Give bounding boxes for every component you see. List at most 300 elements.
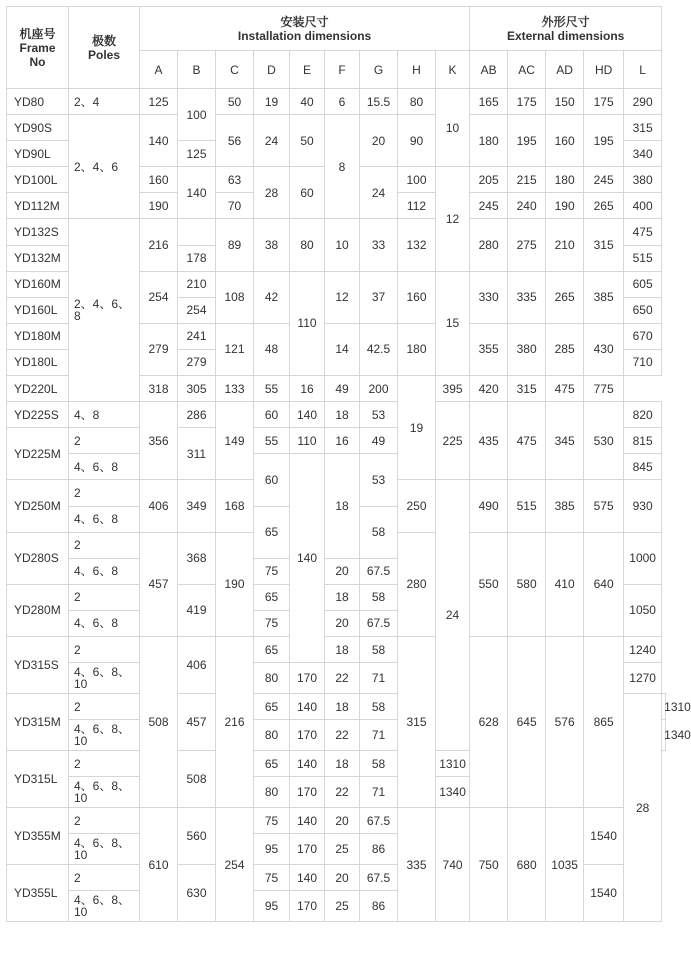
h-cell: 80 (398, 89, 436, 115)
a-cell: 279 (140, 323, 178, 375)
poles-cell: 2、4 (69, 89, 140, 115)
g-cell: 71 (360, 777, 398, 808)
header-frame-no: No (29, 54, 46, 69)
col-header-ac: AC (508, 51, 546, 89)
l-cell: 650 (624, 297, 662, 323)
a-cell: 125 (140, 89, 178, 115)
c-cell: 89 (216, 219, 254, 271)
b-cell: 630 (178, 865, 216, 922)
l-cell: 1050 (624, 584, 662, 636)
poles-cell: 4、8 (69, 402, 140, 428)
frame-cell: YD315M (7, 694, 69, 751)
h-cell: 225 (436, 402, 470, 480)
hd-cell: 315 (584, 219, 624, 271)
a-cell: 216 (140, 219, 178, 271)
ad-cell: 345 (546, 402, 584, 480)
d-cell: 65 (254, 584, 290, 610)
ab-cell: 355 (470, 323, 508, 375)
ad-cell: 410 (546, 532, 584, 636)
h-cell: 280 (398, 532, 436, 636)
d-cell: 24 (254, 115, 290, 167)
frame-cell: YD80 (7, 89, 69, 115)
frame-cell: YD112M (7, 193, 69, 219)
k-cell: 15 (436, 271, 470, 375)
c-cell: 168 (216, 480, 254, 532)
e-cell: 80 (290, 219, 325, 271)
d-cell: 80 (254, 777, 290, 808)
frame-cell: YD355L (7, 865, 69, 922)
b-cell (178, 219, 216, 245)
e-cell: 140 (290, 865, 325, 891)
l-cell: 820 (624, 402, 662, 428)
l-cell: 1340 (662, 720, 666, 751)
frame-cell: YD225S (7, 402, 69, 428)
d-cell: 75 (254, 865, 290, 891)
poles-line: 10 (74, 734, 88, 749)
f-cell: 25 (325, 891, 360, 922)
d-cell: 60 (254, 454, 290, 506)
g-cell: 24 (360, 167, 398, 219)
d-cell: 65 (254, 506, 290, 558)
f-cell: 22 (325, 777, 360, 808)
ad-cell: 285 (546, 323, 584, 375)
poles-cell: 2 (69, 694, 140, 720)
ad-cell: 180 (546, 167, 584, 193)
b-cell: 279 (178, 349, 216, 375)
d-cell: 75 (254, 808, 290, 834)
h-cell: 315 (398, 636, 436, 807)
f-cell: 22 (325, 663, 360, 694)
h-cell: 250 (398, 480, 436, 532)
g-cell: 71 (360, 663, 398, 694)
ad-cell: 385 (546, 480, 584, 532)
ab-cell: 628 (470, 636, 508, 807)
header-install-cn: 安装尺寸 (280, 14, 329, 29)
l-cell: 315 (624, 115, 662, 141)
e-cell: 110 (290, 428, 325, 454)
poles-cell: 4、6、8 (69, 610, 140, 636)
b-cell: 368 (178, 532, 216, 584)
poles-line: 4、6、8、 (74, 893, 131, 908)
poles-cell (69, 720, 140, 751)
a-cell: 160 (140, 167, 178, 193)
poles-line: 10 (74, 848, 88, 863)
c-cell: 254 (216, 808, 254, 922)
l-cell: 1540 (584, 865, 624, 922)
f-cell: 20 (325, 610, 360, 636)
l-cell: 380 (624, 167, 662, 193)
k-cell: 12 (436, 167, 470, 271)
ad-cell: 265 (546, 271, 584, 323)
l-cell: 515 (624, 245, 662, 271)
e-cell: 140 (290, 808, 325, 834)
l-cell: 930 (624, 480, 662, 532)
frame-cell: YD315L (7, 751, 69, 808)
g-cell: 67.5 (360, 610, 398, 636)
header-poles (69, 7, 140, 89)
hd-cell: 475 (546, 376, 584, 402)
poles-cell: 2 (69, 584, 140, 610)
g-cell: 15.5 (360, 89, 398, 115)
e-cell: 40 (290, 89, 325, 115)
g-cell: 86 (360, 891, 398, 922)
ac-cell: 515 (508, 480, 546, 532)
ad-cell: 160 (546, 115, 584, 167)
b-cell: 311 (178, 428, 216, 480)
a-cell: 356 (140, 402, 178, 480)
ac-cell: 380 (508, 323, 546, 375)
e-cell: 140 (290, 751, 325, 777)
frame-cell: YD180M (7, 323, 69, 349)
poles-cell (69, 777, 140, 808)
ab-cell: 395 (436, 376, 470, 402)
header-poles-en: Poles (87, 47, 120, 62)
b-cell: 178 (178, 245, 216, 271)
ab-cell: 740 (436, 808, 470, 922)
d-cell: 28 (254, 167, 290, 219)
l-cell: 1310 (662, 694, 666, 720)
poles-line: 4、6、8、 (74, 665, 131, 680)
col-header-l: L (624, 51, 662, 89)
c-cell: 190 (216, 532, 254, 636)
g-cell: 49 (325, 376, 360, 402)
d-cell: 75 (254, 610, 290, 636)
b-cell: 100 (178, 89, 216, 141)
k-cell: 28 (624, 694, 662, 922)
ac-cell: 645 (508, 636, 546, 807)
frame-cell: YD100L (7, 167, 69, 193)
ab-cell: 180 (470, 115, 508, 167)
a-cell: 254 (140, 271, 178, 323)
f-cell: 22 (325, 720, 360, 751)
ad-cell: 576 (546, 636, 584, 807)
l-cell: 400 (624, 193, 662, 219)
b-cell: 210 (178, 271, 216, 297)
header-external-en: External dimensions (506, 28, 625, 43)
b-cell: 508 (178, 751, 216, 808)
f-cell: 18 (325, 402, 360, 428)
b-cell: 560 (178, 808, 216, 865)
g-cell: 86 (360, 834, 398, 865)
ab-cell: 245 (470, 193, 508, 219)
f-cell: 10 (325, 219, 360, 271)
frame-cell: YD160M (7, 271, 69, 297)
h-cell: 90 (398, 115, 436, 167)
h-cell: 180 (398, 323, 436, 375)
e-cell: 170 (290, 663, 325, 694)
poles-cell (69, 891, 140, 922)
l-cell: 1340 (436, 777, 470, 808)
h-cell: 200 (360, 376, 398, 402)
header-poles-cn: 极数 (91, 33, 116, 48)
col-header-c: C (216, 51, 254, 89)
ad-cell: 190 (546, 193, 584, 219)
d-cell: 65 (254, 694, 290, 720)
d-cell: 65 (254, 751, 290, 777)
e-cell: 140 (290, 454, 325, 663)
poles-line: 10 (74, 905, 88, 920)
hd-cell: 265 (584, 193, 624, 219)
f-cell: 18 (325, 694, 360, 720)
frame-cell: YD132M (7, 245, 69, 271)
f-cell: 18 (325, 584, 360, 610)
l-cell: 340 (624, 141, 662, 167)
ac-cell: 335 (508, 271, 546, 323)
l-cell: 775 (584, 376, 624, 402)
g-cell: 37 (360, 271, 398, 323)
c-cell: 63 (216, 167, 254, 193)
d-cell: 55 (254, 428, 290, 454)
ad-cell: 315 (508, 376, 546, 402)
g-cell: 53 (360, 402, 398, 428)
b-cell: 125 (178, 141, 216, 167)
hd-cell: 865 (584, 636, 624, 807)
ac-cell: 475 (508, 402, 546, 480)
b-cell: 457 (178, 694, 216, 751)
header-frame-cn: 机座号 (19, 26, 56, 41)
g-cell: 58 (360, 751, 398, 777)
a-cell: 610 (140, 808, 178, 922)
e-cell: 170 (290, 891, 325, 922)
f-cell: 12 (325, 271, 360, 323)
l-cell: 670 (624, 323, 662, 349)
f-cell: 20 (325, 558, 360, 584)
e-cell: 110 (290, 271, 325, 375)
d-cell: 60 (254, 402, 290, 428)
g-cell: 67.5 (360, 865, 398, 891)
e-cell: 170 (290, 834, 325, 865)
ad-cell: 210 (546, 219, 584, 271)
ac-cell: 195 (508, 115, 546, 167)
poles-cell: 4、6、8 (69, 454, 140, 480)
f-cell: 16 (290, 376, 325, 402)
poles-cell: 4、6、8 (69, 558, 140, 584)
d-cell: 95 (254, 834, 290, 865)
ad-cell: 150 (546, 89, 584, 115)
hd-cell: 575 (584, 480, 624, 532)
ab-cell: 205 (470, 167, 508, 193)
ac-cell: 175 (508, 89, 546, 115)
d-cell: 95 (254, 891, 290, 922)
g-cell: 58 (360, 584, 398, 610)
c-cell: 133 (216, 376, 254, 402)
poles-line: 10 (74, 791, 88, 806)
l-cell: 1540 (584, 808, 624, 865)
e-cell: 170 (290, 720, 325, 751)
h-cell: 160 (398, 271, 436, 323)
ac-cell: 420 (470, 376, 508, 402)
hd-cell: 175 (584, 89, 624, 115)
g-cell: 67.5 (360, 808, 398, 834)
col-header-ad: AD (546, 51, 584, 89)
col-header-f: F (325, 51, 360, 89)
dimensions-table (6, 6, 691, 922)
header-install-en: Installation dimensions (237, 28, 372, 43)
frame-cell: YD132S (7, 219, 69, 245)
ab-cell: 280 (470, 219, 508, 271)
header-installation (140, 7, 470, 51)
ad-cell: 680 (508, 808, 546, 922)
ab-cell: 435 (470, 402, 508, 480)
c-cell: 70 (216, 193, 254, 219)
hd-cell: 245 (584, 167, 624, 193)
frame-cell: YD160L (7, 297, 69, 323)
c-cell: 149 (216, 402, 254, 480)
poles-cell: 2 (69, 865, 140, 891)
frame-cell: YD225M (7, 428, 69, 480)
l-cell: 605 (624, 271, 662, 297)
poles-cell (69, 663, 140, 694)
poles-line: 4、6、8、 (74, 779, 131, 794)
poles-cell (69, 219, 140, 402)
g-cell: 58 (360, 636, 398, 662)
col-header-ab: AB (470, 51, 508, 89)
header-external-cn: 外形尺寸 (541, 14, 590, 29)
e-cell: 50 (290, 115, 325, 167)
f-cell: 18 (325, 751, 360, 777)
poles-cell: 2 (69, 428, 140, 454)
c-cell: 216 (216, 636, 254, 807)
ab-cell: 330 (470, 271, 508, 323)
hd-cell: 1035 (546, 808, 584, 922)
col-header-k: K (436, 51, 470, 89)
poles-line: 10 (74, 677, 88, 692)
h-cell: 100 (398, 167, 436, 193)
e-cell: 170 (290, 777, 325, 808)
l-cell: 1270 (624, 663, 662, 694)
poles-cell: 2 (69, 808, 140, 834)
col-header-g: G (360, 51, 398, 89)
col-header-a: A (140, 51, 178, 89)
a-cell: 140 (140, 115, 178, 167)
b-cell: 254 (178, 297, 216, 323)
hd-cell: 640 (584, 532, 624, 636)
d-cell: 42 (254, 271, 290, 323)
poles-cell: 2 (69, 751, 140, 777)
f-cell: 25 (325, 834, 360, 865)
l-cell: 1000 (624, 532, 662, 584)
b-cell: 305 (178, 376, 216, 402)
col-header-d: D (254, 51, 290, 89)
d-cell: 19 (254, 89, 290, 115)
k-cell: 24 (436, 480, 470, 751)
g-cell: 20 (360, 115, 398, 167)
poles-line: 2、4、6、 (74, 297, 131, 312)
g-cell: 71 (360, 720, 398, 751)
d-cell: 48 (254, 323, 290, 375)
f-cell: 16 (325, 428, 360, 454)
header-frame-en: Frame (19, 40, 56, 55)
g-cell: 53 (360, 454, 398, 506)
a-cell: 318 (140, 376, 178, 402)
f-cell: 18 (325, 636, 360, 662)
ab-cell: 490 (470, 480, 508, 532)
frame-cell: YD220L (7, 376, 69, 402)
b-cell: 241 (178, 323, 216, 349)
ac-cell: 580 (508, 532, 546, 636)
l-cell: 1310 (436, 751, 470, 777)
c-cell: 108 (216, 271, 254, 323)
b-cell: 140 (178, 167, 216, 219)
frame-cell: YD355M (7, 808, 69, 865)
a-cell: 457 (140, 532, 178, 636)
l-cell: 845 (624, 454, 662, 480)
hd-cell: 385 (584, 271, 624, 323)
a-cell: 406 (140, 480, 178, 532)
ab-cell: 550 (470, 532, 508, 636)
f-cell: 14 (325, 323, 360, 375)
poles-line: 4、6、8、 (74, 836, 131, 851)
hd-cell: 430 (584, 323, 624, 375)
poles-cell: 2 (69, 480, 140, 506)
e-cell: 140 (290, 402, 325, 428)
g-cell: 67.5 (360, 558, 398, 584)
frame-cell: YD90S (7, 115, 69, 141)
h-cell: 132 (398, 219, 436, 271)
frame-cell: YD90L (7, 141, 69, 167)
f-cell: 8 (325, 115, 360, 219)
f-cell: 6 (325, 89, 360, 115)
h-cell: 335 (398, 808, 436, 922)
poles-cell: 2、4、6 (69, 115, 140, 219)
l-cell: 815 (624, 428, 662, 454)
l-cell: 710 (624, 349, 662, 375)
b-cell: 419 (178, 584, 216, 636)
g-cell: 58 (360, 506, 398, 558)
a-cell: 190 (140, 193, 178, 219)
frame-cell: YD250M (7, 480, 69, 532)
poles-line: 8 (74, 309, 81, 324)
l-cell: 290 (624, 89, 662, 115)
frame-cell: YD280S (7, 532, 69, 584)
header-frame (7, 7, 69, 89)
f-cell: 20 (325, 865, 360, 891)
l-cell: 475 (624, 219, 662, 245)
c-cell: 50 (216, 89, 254, 115)
b-cell: 349 (178, 480, 216, 532)
d-cell: 80 (254, 663, 290, 694)
ac-cell: 215 (508, 167, 546, 193)
poles-cell: 2 (69, 636, 140, 662)
d-cell: 65 (254, 636, 290, 662)
e-cell: 140 (290, 694, 325, 720)
ac-cell: 240 (508, 193, 546, 219)
d-cell: 38 (254, 219, 290, 271)
ac-cell: 275 (508, 219, 546, 271)
poles-cell: 2 (69, 532, 140, 558)
col-header-e: E (290, 51, 325, 89)
frame-cell: YD315S (7, 636, 69, 693)
poles-cell: 4、6、8 (69, 506, 140, 532)
col-header-b: B (178, 51, 216, 89)
ac-cell: 750 (470, 808, 508, 922)
hd-cell: 530 (584, 402, 624, 480)
f-cell: 18 (325, 454, 360, 558)
b-cell: 286 (178, 402, 216, 428)
col-header-hd: HD (584, 51, 624, 89)
header-external (470, 7, 662, 51)
h-cell: 112 (398, 193, 436, 219)
g-cell: 33 (360, 219, 398, 271)
f-cell: 20 (325, 808, 360, 834)
c-cell: 121 (216, 323, 254, 375)
frame-cell: YD180L (7, 349, 69, 375)
c-cell: 56 (216, 115, 254, 167)
g-cell: 58 (360, 694, 398, 720)
e-cell: 60 (290, 167, 325, 219)
k-cell: 19 (398, 376, 436, 480)
ab-cell: 165 (470, 89, 508, 115)
